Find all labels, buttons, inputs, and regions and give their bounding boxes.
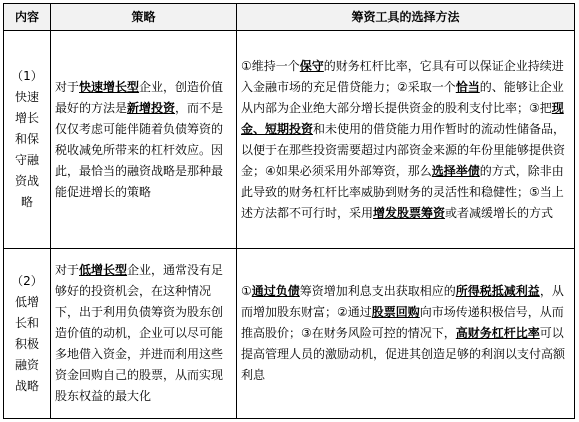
table-row [4,249,575,419]
row-label-line: （1） [11,69,43,83]
text-segment: 向市场传递积极信号，从而推高股价；③在财务风险可控的情况下， [241,305,564,340]
emphasis-term: 现金、短期投资 [241,100,564,136]
emphasis-term: 选择举债 [431,163,480,178]
table-row [4,31,575,249]
text-segment: 筹资增加利息支出获取相应的 [299,284,456,298]
text-segment: ①维持一个 [241,58,300,73]
method-cell [237,31,575,249]
emphasis-term: 增发股票筹资 [373,205,446,220]
header-method: 筹资工具的选择方法 [237,4,575,31]
header-strategy: 策略 [51,4,237,31]
strategy-cell [51,31,237,249]
emphasis-term: 恰当 [455,79,480,94]
text-segment: ，而不是仅仅考虑可能伴随着负债筹资的税收减免所带来的杠杆效应。因此，最恰当的融资战略是那种最能促进增长的策略 [55,100,224,199]
text-segment: 和未使用的借贷能力用作暂时的流动性储备品，以便于在那些投资需要超过内部资金来源的年份里能够提供资金；④如果必须采用外部筹资，那么 [241,121,566,178]
row-label-line: 守融 [14,153,39,167]
text-segment: 对于 [55,79,80,94]
text-segment: ① [241,284,252,298]
emphasis-term: 快速增长型 [79,79,140,94]
text-segment: 企业，通常没有足够好的投资机会，在这种情况下，出于利用负债筹资为股东创造价值的动机，企业可以尽可能多地借入资金，并进而利用这些资金回购自己的股票，从而实现股东权益的最大化 [55,263,224,403]
row-label-line: 快速 [14,90,39,104]
strategy-table [3,3,575,419]
emphasis-term: 所得税抵减利益 [455,284,540,298]
row-label-line: 增长 [14,111,39,125]
row-label-line: 战略 [14,378,39,393]
strategy-cell [51,249,237,419]
emphasis-term: 股票回购 [371,305,420,319]
row-label-line: 略 [20,195,33,209]
emphasis-term: 新增投资 [127,100,176,115]
row-label-line: 资战 [14,174,39,188]
text-segment: 的财务杠杆比率，它具有可以保证企业持续进入金融市场的充足借贷能力；②采取一个 [241,58,564,94]
header-content: 内容 [4,4,51,31]
row-label-line: （2） [11,273,43,288]
emphasis-term: 低增长型 [79,263,128,277]
method-cell [237,249,575,419]
text-segment: ，从而增加股东财富；②通过 [241,284,564,319]
text-segment: 企业，创造价值最好的方法是 [55,79,224,115]
text-segment: 的、能够让企业从内部为企业绝大部分增长提供资金的股利支付比率；③把 [241,79,564,115]
row-label-line: 低增 [14,294,39,309]
row-label-line: 积极 [14,336,39,351]
text-segment: 或者减缓增长的方式 [445,205,554,220]
text-segment: 的方式，除非由此导致的财务杠杆比率威胁到财务的灵活性和稳健性；⑤当上述方法都不可行时，采用 [241,163,564,220]
row-label [4,31,51,249]
text-segment: 对于 [55,263,80,277]
emphasis-term: 通过负债 [251,284,300,298]
text-segment: 可以提高管理人员的激励动机，促进其创造足够的利润以支付高额利息 [241,326,566,382]
row-label-line: 长和 [14,315,39,330]
row-label [4,249,51,419]
emphasis-term: 保守 [299,58,324,73]
row-label-line: 和保 [14,132,39,146]
emphasis-term: 高财务杠杆比率 [455,326,540,340]
row-label-line: 融资 [14,357,39,372]
header-row [4,4,575,31]
